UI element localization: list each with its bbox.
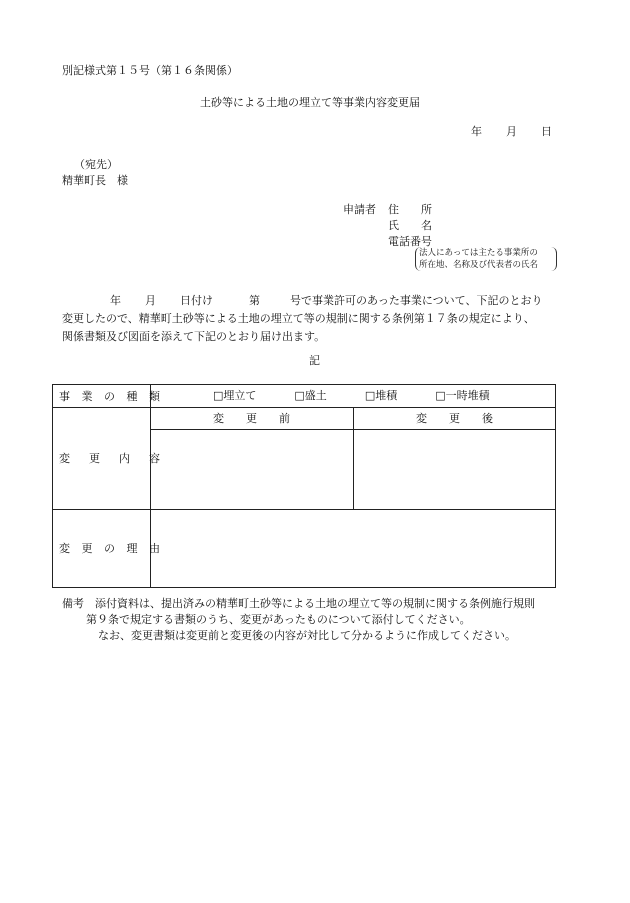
corporate-note: [415, 247, 557, 271]
addressee-label: （宛先）: [74, 158, 118, 171]
ki-heading: 記: [309, 354, 320, 367]
notice-body-line1: [62, 292, 572, 310]
submission-date: [471, 125, 552, 138]
remarks-line1: 添付資料は、提出済みの精華町土砂等による土地の埋立て等の規制に関する条例施行規則: [95, 597, 535, 610]
remarks: [62, 596, 535, 644]
body-year: 年: [110, 294, 121, 307]
change-reason-field[interactable]: [151, 510, 555, 587]
remarks-label: 備考: [62, 597, 84, 610]
applicant-label: 申請者: [343, 203, 376, 216]
corporate-note-line1: 法人にあっては主たる事業所の: [419, 248, 538, 258]
after-change-field[interactable]: [354, 430, 555, 509]
body-day: 日付け: [180, 294, 213, 307]
form-code: 別記様式第１５号（第１６条関係）: [62, 64, 238, 77]
business-type-label: 事 業 の 種 類: [59, 390, 164, 403]
date-year-label: 年: [471, 125, 482, 138]
applicant-address-label: 住 所: [388, 203, 432, 216]
after-change-label: 変 更 後: [416, 412, 493, 425]
change-form-table: [52, 384, 556, 588]
change-content-label: 変 更 内 容: [59, 452, 164, 465]
option-temporary-stockpile[interactable]: □一時堆積: [435, 389, 490, 402]
form-title: 土砂等による土地の埋立て等事業内容変更届: [200, 96, 420, 109]
option-stockpile[interactable]: □堆積: [364, 389, 398, 402]
remarks-line2: 第９条で規定する書類のうち、変更があったものについて添付してください。: [86, 613, 471, 626]
notice-body-line2: 変更したので、精華町土砂等による土地の埋立て等の規制に関する条例第１７条の規定により、: [62, 312, 535, 325]
applicant-phone-label: 電話番号: [388, 235, 432, 248]
body-month: 月: [145, 294, 156, 307]
date-month-label: 月: [506, 125, 517, 138]
body-permit-text: 号で事業許可のあった事業について、下記のとおり: [290, 294, 543, 307]
remarks-line3: なお、変更書類は変更前と変更後の内容が対比して分かるように作成してください。: [98, 629, 516, 642]
before-change-label: 変 更 前: [213, 412, 290, 425]
notice-body: [62, 292, 572, 346]
option-embankment[interactable]: □盛土: [294, 389, 327, 402]
body-dai: 第: [249, 294, 260, 307]
business-type-options: [213, 389, 490, 402]
date-day-label: 日: [541, 125, 552, 138]
row-divider: [53, 407, 555, 408]
change-reason-label: 変 更 の 理 由: [59, 542, 164, 555]
applicant-name-label: 氏 名: [388, 219, 432, 232]
corporate-note-line2: 所在地、名称及び代表者の氏名: [419, 260, 539, 270]
addressee-name: 精華町長 様: [62, 174, 128, 187]
before-change-field[interactable]: [151, 430, 353, 509]
notice-body-line3: 関係書類及び図面を添えて下記のとおり届け出ます。: [62, 330, 326, 343]
option-landfill[interactable]: □埋立て: [213, 389, 257, 402]
